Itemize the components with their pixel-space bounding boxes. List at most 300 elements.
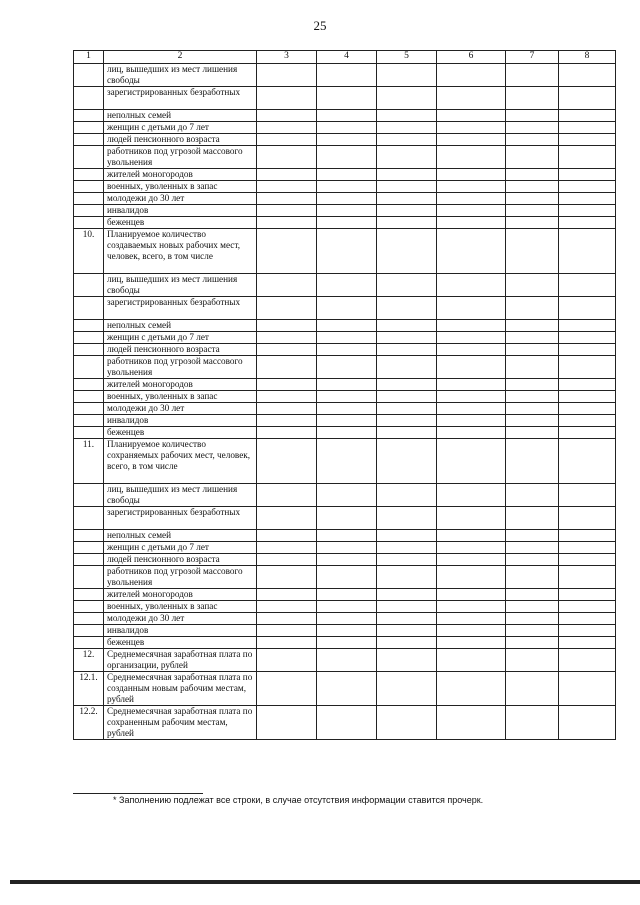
value-cell[interactable] [437, 193, 506, 205]
value-cell[interactable] [437, 637, 506, 649]
value-cell[interactable] [437, 134, 506, 146]
value-cell[interactable] [317, 507, 377, 530]
value-cell[interactable] [317, 427, 377, 439]
row-number [74, 530, 104, 542]
value-cell[interactable] [317, 297, 377, 320]
value-cell[interactable] [377, 344, 437, 356]
value-cell[interactable] [317, 87, 377, 110]
value-cell[interactable] [506, 415, 559, 427]
value-cell[interactable] [317, 193, 377, 205]
row-label: Среднемесячная заработная плата по созданным новым рабочим местам, рублей [104, 672, 257, 706]
value-cell[interactable] [257, 530, 317, 542]
value-cell[interactable] [257, 379, 317, 391]
table-row [74, 297, 616, 320]
value-cell[interactable] [317, 320, 377, 332]
value-cell[interactable] [377, 379, 437, 391]
value-cell[interactable] [437, 87, 506, 110]
value-cell[interactable] [506, 391, 559, 403]
value-cell[interactable] [377, 415, 437, 427]
value-cell[interactable] [257, 320, 317, 332]
value-cell[interactable] [257, 637, 317, 649]
value-cell[interactable] [377, 530, 437, 542]
value-cell[interactable] [377, 320, 437, 332]
row-label: женщин с детьми до 7 лет [104, 542, 257, 554]
value-cell[interactable] [559, 554, 616, 566]
value-cell[interactable] [559, 589, 616, 601]
value-cell[interactable] [559, 391, 616, 403]
value-cell[interactable] [437, 181, 506, 193]
column-header: 8 [559, 51, 616, 64]
value-cell[interactable] [559, 427, 616, 439]
value-cell[interactable] [559, 64, 616, 87]
table-row [74, 542, 616, 554]
value-cell[interactable] [506, 672, 559, 706]
value-cell[interactable] [377, 554, 437, 566]
value-cell[interactable] [437, 297, 506, 320]
value-cell[interactable] [437, 403, 506, 415]
value-cell[interactable] [559, 507, 616, 530]
value-cell[interactable] [257, 625, 317, 637]
value-cell[interactable] [559, 229, 616, 274]
value-cell[interactable] [317, 530, 377, 542]
row-number [74, 391, 104, 403]
value-cell[interactable] [437, 706, 506, 740]
row-label: людей пенсионного возраста [104, 344, 257, 356]
row-number [74, 320, 104, 332]
value-cell[interactable] [506, 530, 559, 542]
value-cell[interactable] [437, 415, 506, 427]
value-cell[interactable] [437, 625, 506, 637]
value-cell[interactable] [506, 193, 559, 205]
value-cell[interactable] [257, 229, 317, 274]
value-cell[interactable] [377, 391, 437, 403]
value-cell[interactable] [559, 613, 616, 625]
table-row [74, 637, 616, 649]
value-cell[interactable] [377, 637, 437, 649]
table-row [74, 229, 616, 274]
value-cell[interactable] [437, 566, 506, 589]
value-cell[interactable] [506, 507, 559, 530]
value-cell[interactable] [317, 356, 377, 379]
value-cell[interactable] [506, 484, 559, 507]
value-cell[interactable] [506, 613, 559, 625]
value-cell[interactable] [257, 332, 317, 344]
value-cell[interactable] [257, 146, 317, 169]
table-row [74, 134, 616, 146]
table-row [74, 391, 616, 403]
value-cell[interactable] [559, 625, 616, 637]
value-cell[interactable] [257, 87, 317, 110]
row-label: людей пенсионного возраста [104, 134, 257, 146]
value-cell[interactable] [559, 217, 616, 229]
value-cell[interactable] [317, 637, 377, 649]
value-cell[interactable] [506, 87, 559, 110]
value-cell[interactable] [437, 391, 506, 403]
value-cell[interactable] [257, 205, 317, 217]
value-cell[interactable] [559, 297, 616, 320]
row-number [74, 205, 104, 217]
value-cell[interactable] [559, 87, 616, 110]
value-cell[interactable] [437, 439, 506, 484]
value-cell[interactable] [506, 320, 559, 332]
row-label: женщин с детьми до 7 лет [104, 122, 257, 134]
value-cell[interactable] [437, 356, 506, 379]
value-cell[interactable] [506, 439, 559, 484]
value-cell[interactable] [257, 507, 317, 530]
table-row [74, 205, 616, 217]
row-label: зарегистрированных безработных [104, 297, 257, 320]
table-row [74, 403, 616, 415]
row-label: военных, уволенных в запас [104, 601, 257, 613]
value-cell[interactable] [506, 625, 559, 637]
value-cell[interactable] [437, 379, 506, 391]
value-cell[interactable] [559, 601, 616, 613]
value-cell[interactable] [317, 379, 377, 391]
value-cell[interactable] [317, 613, 377, 625]
row-number [74, 427, 104, 439]
row-label: лиц, вышедших из мест лишения свободы [104, 274, 257, 297]
value-cell[interactable] [377, 439, 437, 484]
value-cell[interactable] [317, 134, 377, 146]
row-number [74, 146, 104, 169]
value-cell[interactable] [506, 297, 559, 320]
value-cell[interactable] [437, 530, 506, 542]
row-number [74, 625, 104, 637]
value-cell[interactable] [559, 706, 616, 740]
value-cell[interactable] [506, 229, 559, 274]
value-cell[interactable] [559, 134, 616, 146]
table-row [74, 320, 616, 332]
value-cell[interactable] [506, 601, 559, 613]
value-cell[interactable] [317, 403, 377, 415]
row-number [74, 122, 104, 134]
value-cell[interactable] [506, 169, 559, 181]
row-number: 12. [74, 649, 104, 672]
value-cell[interactable] [559, 169, 616, 181]
value-cell[interactable] [437, 169, 506, 181]
row-number [74, 613, 104, 625]
value-cell[interactable] [437, 427, 506, 439]
row-number [74, 297, 104, 320]
value-cell[interactable] [559, 530, 616, 542]
value-cell[interactable] [506, 637, 559, 649]
value-cell[interactable] [559, 205, 616, 217]
value-cell[interactable] [437, 649, 506, 672]
value-cell[interactable] [317, 391, 377, 403]
value-cell[interactable] [317, 589, 377, 601]
row-label: работников под угрозой массового увольнения [104, 356, 257, 379]
column-header: 5 [377, 51, 437, 64]
value-cell[interactable] [257, 356, 317, 379]
value-cell[interactable] [437, 205, 506, 217]
value-cell[interactable] [257, 193, 317, 205]
table-row [74, 507, 616, 530]
value-cell[interactable] [317, 344, 377, 356]
row-label: зарегистрированных безработных [104, 507, 257, 530]
value-cell[interactable] [437, 589, 506, 601]
value-cell[interactable] [559, 415, 616, 427]
value-cell[interactable] [317, 146, 377, 169]
value-cell[interactable] [317, 484, 377, 507]
value-cell[interactable] [257, 649, 317, 672]
value-cell[interactable] [377, 297, 437, 320]
value-cell[interactable] [506, 427, 559, 439]
row-number [74, 601, 104, 613]
value-cell[interactable] [559, 637, 616, 649]
value-cell[interactable] [257, 403, 317, 415]
value-cell[interactable] [257, 297, 317, 320]
value-cell[interactable] [437, 332, 506, 344]
row-label: зарегистрированных безработных [104, 87, 257, 110]
value-cell[interactable] [377, 217, 437, 229]
footnote: * Заполнению подлежат все строки, в случае отсутствия информации ставится прочерк. [113, 795, 484, 805]
value-cell[interactable] [377, 649, 437, 672]
value-cell[interactable] [506, 181, 559, 193]
value-cell[interactable] [377, 566, 437, 589]
table-row [74, 484, 616, 507]
value-cell[interactable] [317, 554, 377, 566]
value-cell[interactable] [257, 613, 317, 625]
value-cell[interactable] [377, 122, 437, 134]
value-cell[interactable] [559, 566, 616, 589]
value-cell[interactable] [257, 64, 317, 87]
value-cell[interactable] [559, 122, 616, 134]
row-number [74, 274, 104, 297]
value-cell[interactable] [257, 554, 317, 566]
value-cell[interactable] [257, 706, 317, 740]
table-row [74, 122, 616, 134]
value-cell[interactable] [317, 542, 377, 554]
value-cell[interactable] [437, 613, 506, 625]
value-cell[interactable] [559, 439, 616, 484]
value-cell[interactable] [437, 146, 506, 169]
column-header: 7 [506, 51, 559, 64]
row-number [74, 181, 104, 193]
value-cell[interactable] [257, 181, 317, 193]
value-cell[interactable] [317, 566, 377, 589]
value-cell[interactable] [377, 427, 437, 439]
column-number-header [74, 51, 616, 64]
value-cell[interactable] [257, 274, 317, 297]
value-cell[interactable] [437, 344, 506, 356]
value-cell[interactable] [506, 274, 559, 297]
table-row [74, 672, 616, 706]
value-cell[interactable] [506, 64, 559, 87]
row-label: лиц, вышедших из мест лишения свободы [104, 64, 257, 87]
value-cell[interactable] [506, 379, 559, 391]
page-number: 25 [313, 18, 327, 33]
value-cell[interactable] [559, 649, 616, 672]
value-cell[interactable] [506, 146, 559, 169]
value-cell[interactable] [317, 706, 377, 740]
value-cell[interactable] [257, 415, 317, 427]
value-cell[interactable] [506, 542, 559, 554]
value-cell[interactable] [559, 379, 616, 391]
row-number: 11. [74, 439, 104, 484]
value-cell[interactable] [559, 110, 616, 122]
value-cell[interactable] [437, 484, 506, 507]
value-cell[interactable] [377, 229, 437, 274]
row-number [74, 379, 104, 391]
table-row [74, 601, 616, 613]
value-cell[interactable] [377, 205, 437, 217]
value-cell[interactable] [317, 122, 377, 134]
value-cell[interactable] [257, 589, 317, 601]
value-cell[interactable] [506, 134, 559, 146]
value-cell[interactable] [559, 672, 616, 706]
value-cell[interactable] [377, 706, 437, 740]
value-cell[interactable] [377, 672, 437, 706]
value-cell[interactable] [257, 439, 317, 484]
value-cell[interactable] [506, 589, 559, 601]
value-cell[interactable] [559, 193, 616, 205]
value-cell[interactable] [257, 169, 317, 181]
value-cell[interactable] [377, 332, 437, 344]
row-label: работников под угрозой массового увольнения [104, 566, 257, 589]
value-cell[interactable] [257, 601, 317, 613]
value-cell[interactable] [506, 403, 559, 415]
value-cell[interactable] [559, 403, 616, 415]
value-cell[interactable] [377, 134, 437, 146]
value-cell[interactable] [377, 507, 437, 530]
value-cell[interactable] [257, 484, 317, 507]
row-number [74, 110, 104, 122]
value-cell[interactable] [377, 356, 437, 379]
value-cell[interactable] [257, 427, 317, 439]
value-cell[interactable] [506, 344, 559, 356]
value-cell[interactable] [317, 217, 377, 229]
row-number [74, 217, 104, 229]
row-label: беженцев [104, 217, 257, 229]
value-cell[interactable] [377, 110, 437, 122]
value-cell[interactable] [377, 613, 437, 625]
value-cell[interactable] [377, 87, 437, 110]
report-table [73, 50, 616, 740]
value-cell[interactable] [377, 403, 437, 415]
row-number [74, 542, 104, 554]
value-cell[interactable] [506, 122, 559, 134]
value-cell[interactable] [506, 566, 559, 589]
value-cell[interactable] [317, 169, 377, 181]
value-cell[interactable] [506, 332, 559, 344]
value-cell[interactable] [317, 439, 377, 484]
row-label: Планируемое количество создаваемых новых рабочих мест, человек, всего, в том числе [104, 229, 257, 274]
value-cell[interactable] [506, 205, 559, 217]
value-cell[interactable] [377, 542, 437, 554]
value-cell[interactable] [377, 146, 437, 169]
value-cell[interactable] [317, 649, 377, 672]
value-cell[interactable] [437, 320, 506, 332]
row-label: людей пенсионного возраста [104, 554, 257, 566]
value-cell[interactable] [506, 217, 559, 229]
value-cell[interactable] [437, 229, 506, 274]
value-cell[interactable] [317, 415, 377, 427]
table-row [74, 530, 616, 542]
value-cell[interactable] [377, 193, 437, 205]
table-row [74, 589, 616, 601]
value-cell[interactable] [377, 169, 437, 181]
column-header: 1 [74, 51, 104, 64]
table-row [74, 613, 616, 625]
value-cell[interactable] [377, 484, 437, 507]
value-cell[interactable] [506, 706, 559, 740]
value-cell[interactable] [317, 672, 377, 706]
value-cell[interactable] [559, 274, 616, 297]
value-cell[interactable] [317, 229, 377, 274]
row-label: жителей моногородов [104, 589, 257, 601]
value-cell[interactable] [257, 122, 317, 134]
value-cell[interactable] [257, 134, 317, 146]
value-cell[interactable] [317, 274, 377, 297]
value-cell[interactable] [377, 274, 437, 297]
value-cell[interactable] [257, 391, 317, 403]
value-cell[interactable] [506, 649, 559, 672]
value-cell[interactable] [317, 601, 377, 613]
value-cell[interactable] [257, 542, 317, 554]
value-cell[interactable] [317, 64, 377, 87]
value-cell[interactable] [257, 217, 317, 229]
value-cell[interactable] [317, 181, 377, 193]
row-label: военных, уволенных в запас [104, 391, 257, 403]
row-label: инвалидов [104, 205, 257, 217]
value-cell[interactable] [506, 110, 559, 122]
value-cell[interactable] [559, 181, 616, 193]
value-cell[interactable] [559, 332, 616, 344]
value-cell[interactable] [317, 332, 377, 344]
value-cell[interactable] [437, 507, 506, 530]
table-row [74, 87, 616, 110]
value-cell[interactable] [559, 146, 616, 169]
value-cell[interactable] [377, 625, 437, 637]
value-cell[interactable] [437, 542, 506, 554]
row-number [74, 484, 104, 507]
value-cell[interactable] [559, 344, 616, 356]
value-cell[interactable] [317, 625, 377, 637]
value-cell[interactable] [257, 566, 317, 589]
value-cell[interactable] [437, 601, 506, 613]
value-cell[interactable] [317, 110, 377, 122]
value-cell[interactable] [257, 344, 317, 356]
value-cell[interactable] [559, 484, 616, 507]
value-cell[interactable] [437, 64, 506, 87]
row-number [74, 332, 104, 344]
value-cell[interactable] [257, 110, 317, 122]
value-cell[interactable] [377, 64, 437, 87]
value-cell[interactable] [437, 217, 506, 229]
row-number [74, 637, 104, 649]
value-cell[interactable] [437, 672, 506, 706]
value-cell[interactable] [437, 274, 506, 297]
value-cell[interactable] [559, 542, 616, 554]
value-cell[interactable] [437, 122, 506, 134]
value-cell[interactable] [257, 672, 317, 706]
row-number [74, 554, 104, 566]
row-label: жителей моногородов [104, 379, 257, 391]
value-cell[interactable] [377, 589, 437, 601]
row-label: Планируемое количество сохраняемых рабочих мест, человек, всего, в том числе [104, 439, 257, 484]
value-cell[interactable] [437, 554, 506, 566]
value-cell[interactable] [506, 356, 559, 379]
value-cell[interactable] [437, 110, 506, 122]
value-cell[interactable] [559, 356, 616, 379]
value-cell[interactable] [377, 601, 437, 613]
row-label: молодежи до 30 лет [104, 613, 257, 625]
value-cell[interactable] [559, 320, 616, 332]
value-cell[interactable] [377, 181, 437, 193]
value-cell[interactable] [317, 205, 377, 217]
row-label: военных, уволенных в запас [104, 181, 257, 193]
value-cell[interactable] [506, 554, 559, 566]
